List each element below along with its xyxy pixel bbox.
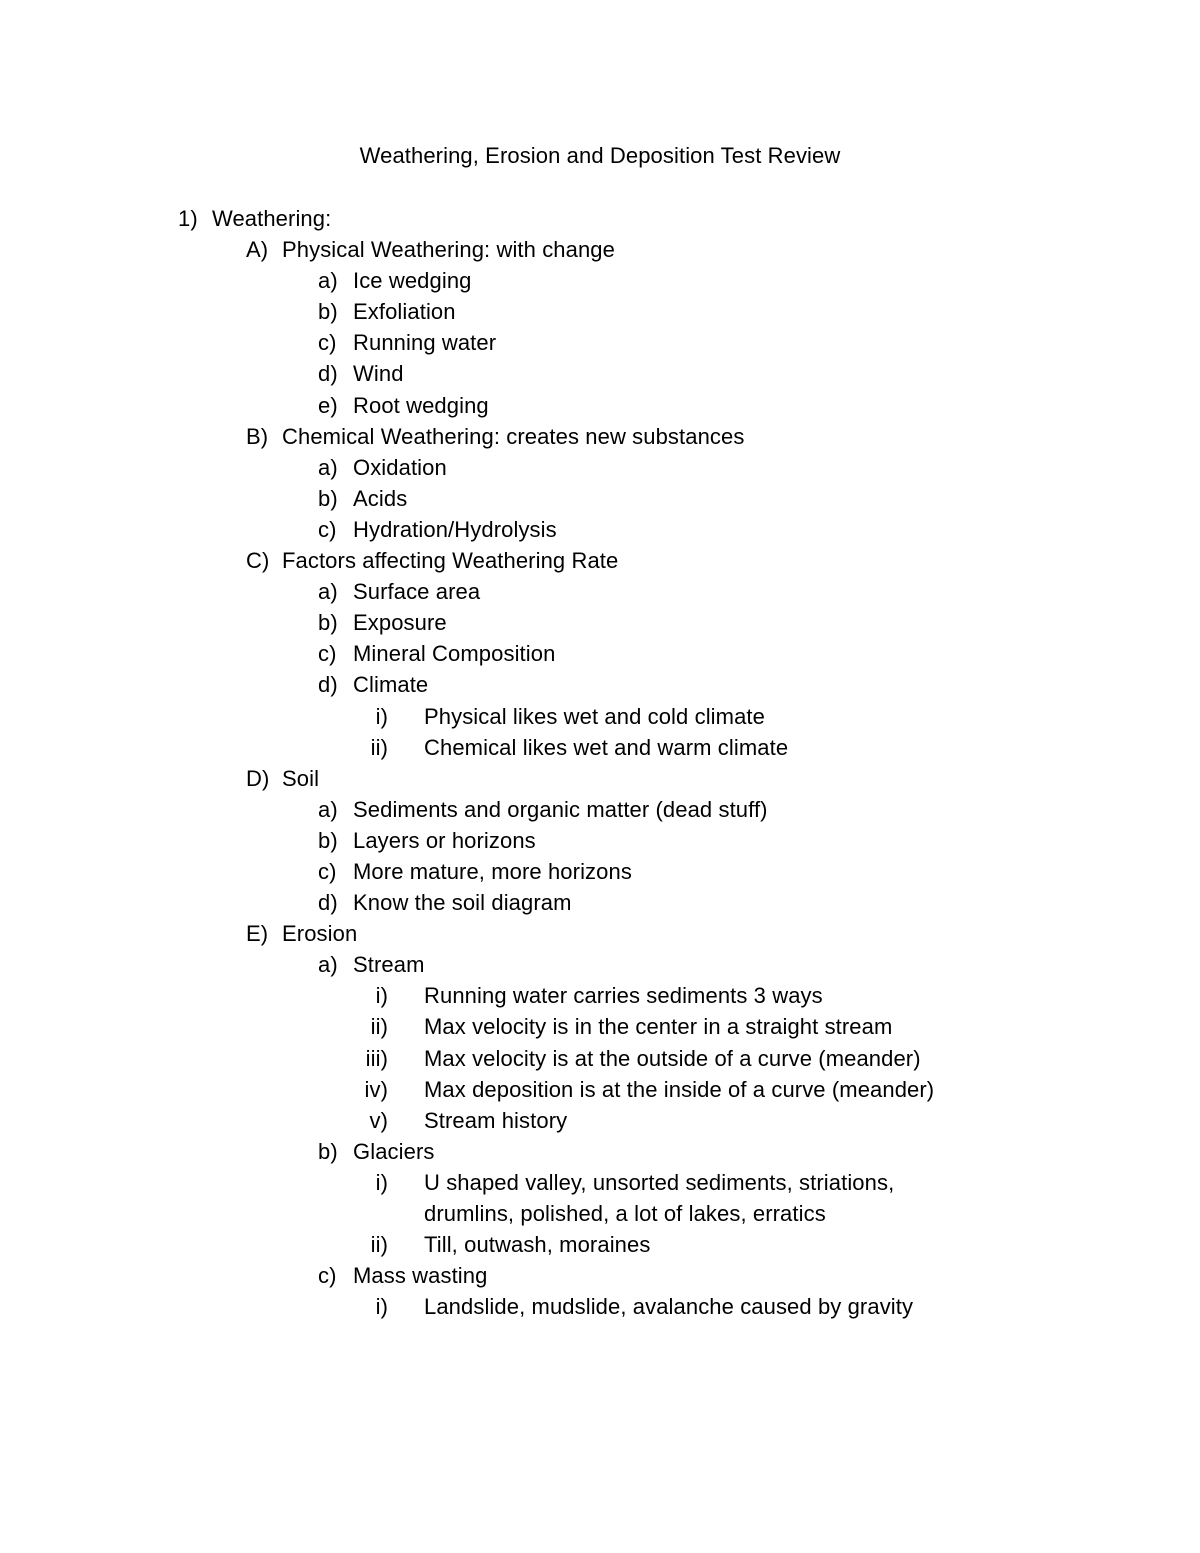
outline-item-level-2 — [0, 296, 1200, 327]
list-item-text: Physical Weathering: with change — [282, 237, 615, 263]
outline-item-level-3 — [0, 1229, 1200, 1260]
list-marker: i) — [375, 703, 388, 729]
list-marker: C) — [246, 548, 270, 574]
review-outline — [0, 203, 1200, 1322]
list-marker: a) — [318, 268, 338, 294]
list-marker: c) — [318, 516, 337, 542]
list-item-text: Running water — [353, 330, 497, 356]
outline-item-level-3 — [0, 732, 1200, 763]
list-item-text: Layers or horizons — [353, 827, 536, 853]
outline-item-level-2 — [0, 949, 1200, 980]
outline-item-level-2 — [0, 327, 1200, 358]
list-item-text: Glaciers — [353, 1138, 435, 1164]
list-marker: a) — [318, 579, 338, 605]
outline-item-level-3 — [0, 1011, 1200, 1042]
outline-item-level-2 — [0, 483, 1200, 514]
list-marker: ii) — [370, 734, 388, 760]
list-item-text: Wind — [353, 361, 404, 387]
list-marker: A) — [246, 237, 269, 263]
list-item-text: Climate — [353, 672, 429, 698]
list-item-text: Soil — [282, 765, 320, 791]
outline-item-level-2 — [0, 1136, 1200, 1167]
list-marker: b) — [318, 1138, 338, 1164]
list-item-text: Weathering: — [212, 206, 332, 231]
list-item-text: Ice wedging — [353, 268, 472, 294]
list-marker: a) — [318, 454, 338, 480]
list-marker: a) — [318, 796, 338, 822]
list-marker: d) — [318, 890, 338, 916]
list-marker: ii) — [370, 1232, 388, 1258]
list-marker: a) — [318, 952, 338, 978]
outline-item-level-1 — [0, 421, 1200, 452]
outline-item-level-2 — [0, 825, 1200, 856]
list-marker: i) — [375, 983, 388, 1009]
outline-item-level-2 — [0, 358, 1200, 389]
list-item-text: Sediments and organic matter (dead stuff) — [353, 796, 768, 822]
list-item-text: Max deposition is at the inside of a curve (meander) — [424, 1076, 935, 1102]
list-item-text: Max velocity is at the outside of a curve (meander) — [424, 1045, 921, 1071]
list-marker: e) — [318, 392, 338, 418]
list-item-text: Root wedging — [353, 392, 489, 418]
list-marker: c) — [318, 1263, 337, 1289]
list-item-text: Chemical Weathering: creates new substances — [282, 423, 745, 449]
list-marker: D) — [246, 765, 270, 791]
page-title: Weathering, Erosion and Deposition Test Review — [359, 143, 841, 168]
outline-item-level-2 — [0, 576, 1200, 607]
outline-item-level-2 — [0, 452, 1200, 483]
list-item-text: U shaped valley, unsorted sediments, striations, — [424, 1169, 895, 1195]
outline-item-level-2 — [0, 794, 1200, 825]
list-marker: c) — [318, 330, 337, 356]
list-marker: d) — [318, 672, 338, 698]
list-item-text: Factors affecting Weathering Rate — [282, 548, 619, 574]
list-marker: 1) — [178, 206, 198, 231]
list-item-text: Landslide, mudslide, avalanche caused by gravity — [424, 1294, 914, 1320]
outline-item-level-3 — [0, 1167, 1200, 1198]
list-item-text: Surface area — [353, 579, 481, 605]
outline-item-level-3 — [0, 701, 1200, 732]
list-item-text: Know the soil diagram — [353, 890, 572, 916]
list-item-text: drumlins, polished, a lot of lakes, erratics — [424, 1201, 826, 1226]
list-item-text: Oxidation — [353, 454, 447, 480]
list-item-text: Chemical likes wet and warm climate — [424, 734, 789, 760]
outline-item-level-2 — [0, 607, 1200, 638]
list-item-text: Acids — [353, 485, 408, 511]
outline-item-level-3 — [0, 1291, 1200, 1322]
outline-item-level-2 — [0, 669, 1200, 700]
outline-item-level-2 — [0, 265, 1200, 296]
outline-item-level-3 — [0, 1198, 1200, 1229]
outline-item-level-1 — [0, 545, 1200, 576]
list-marker: B) — [246, 423, 269, 449]
list-item-text: Mineral Composition — [353, 641, 556, 667]
outline-item-level-2 — [0, 638, 1200, 669]
outline-item-level-3 — [0, 1105, 1200, 1136]
outline-item-level-3 — [0, 1043, 1200, 1074]
outline-item-level-2 — [0, 1260, 1200, 1291]
list-item-text: Mass wasting — [353, 1263, 488, 1289]
list-marker: c) — [318, 858, 337, 884]
list-marker: i) — [375, 1169, 388, 1195]
list-item-text: Physical likes wet and cold climate — [424, 703, 765, 729]
list-marker: b) — [318, 827, 338, 853]
list-marker: b) — [318, 610, 338, 636]
list-marker: iv) — [364, 1076, 388, 1102]
list-item-text: Exposure — [353, 610, 447, 636]
list-marker: b) — [318, 485, 338, 511]
list-item-text: Exfoliation — [353, 299, 456, 325]
outline-item-level-1 — [0, 234, 1200, 265]
outline-item-level-1 — [0, 763, 1200, 794]
outline-item-level-2 — [0, 514, 1200, 545]
list-marker: i) — [375, 1294, 388, 1320]
list-marker: E) — [246, 921, 269, 947]
list-marker: b) — [318, 299, 338, 325]
list-marker: v) — [369, 1107, 388, 1133]
list-marker: d) — [318, 361, 338, 387]
list-item-text: Erosion — [282, 921, 358, 947]
list-item-text: Running water carries sediments 3 ways — [424, 983, 823, 1009]
list-item-text: More mature, more horizons — [353, 858, 632, 884]
outline-item-level-2 — [0, 390, 1200, 421]
list-marker: iii) — [365, 1045, 388, 1071]
outline-item-level-2 — [0, 887, 1200, 918]
outline-item-level-1 — [0, 918, 1200, 949]
list-item-text: Till, outwash, moraines — [424, 1232, 651, 1258]
outline-item-level-2 — [0, 856, 1200, 887]
outline-item-level-0 — [0, 203, 1200, 234]
list-item-text: Stream — [353, 952, 425, 978]
outline-item-level-3 — [0, 980, 1200, 1011]
list-item-text: Hydration/Hydrolysis — [353, 516, 557, 542]
list-marker: ii) — [370, 1014, 388, 1040]
list-item-text: Max velocity is in the center in a straight stream — [424, 1014, 893, 1040]
list-marker: c) — [318, 641, 337, 667]
list-item-text: Stream history — [424, 1107, 568, 1133]
outline-item-level-3 — [0, 1074, 1200, 1105]
